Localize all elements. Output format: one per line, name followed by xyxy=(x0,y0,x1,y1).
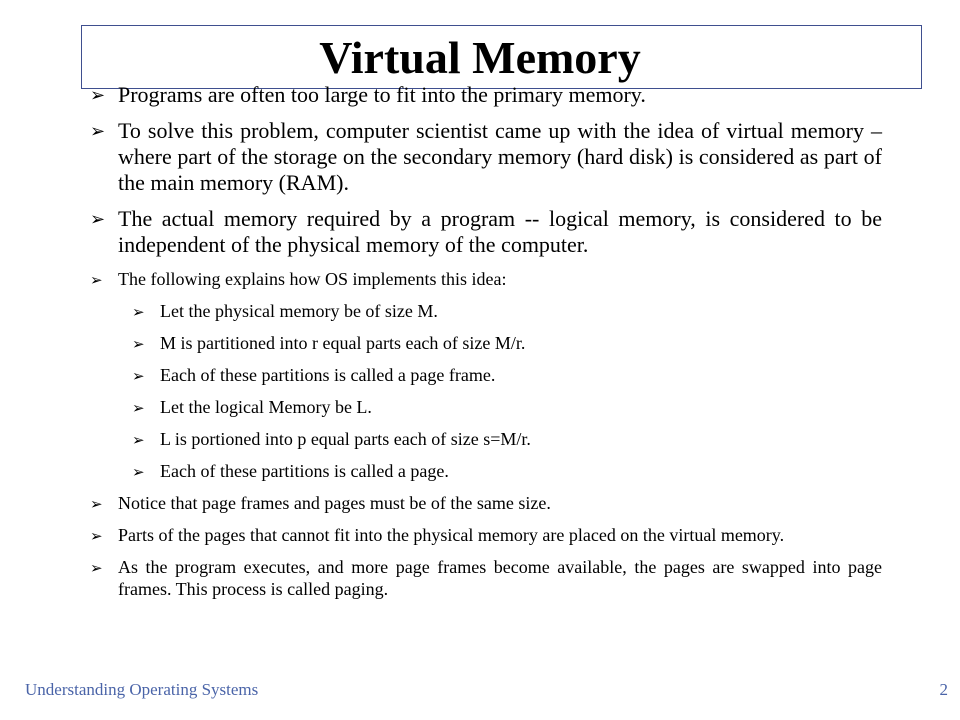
arrow-bullet-icon: ➢ xyxy=(132,431,145,449)
sub-bullet-item xyxy=(90,300,882,322)
arrow-bullet-icon: ➢ xyxy=(132,399,145,417)
bullet-text: Each of these partitions is called a page frame. xyxy=(160,365,496,385)
arrow-bullet-icon: ➢ xyxy=(90,495,103,513)
bullet-text: The following explains how OS implements this idea: xyxy=(118,269,507,289)
sub-bullet-item xyxy=(90,460,882,482)
arrow-bullet-icon: ➢ xyxy=(132,367,145,385)
bullet-item xyxy=(90,82,882,108)
sub-bullet-item xyxy=(90,396,882,418)
bullet-item xyxy=(90,556,882,600)
bullet-item xyxy=(90,118,882,196)
arrow-bullet-icon: ➢ xyxy=(90,85,106,106)
footer-page-number: 2 xyxy=(939,680,948,699)
bullet-text: Notice that page frames and pages must be of the same size. xyxy=(118,493,551,513)
slide-content xyxy=(90,82,882,610)
bullet-text: L is portioned into p equal parts each of size s=M/r. xyxy=(160,429,531,449)
bullet-item xyxy=(90,492,882,514)
sub-bullet-item xyxy=(90,364,882,386)
sub-bullet-item xyxy=(90,428,882,450)
bullet-item xyxy=(90,524,882,546)
arrow-bullet-icon: ➢ xyxy=(90,559,103,577)
arrow-bullet-icon: ➢ xyxy=(132,335,145,353)
bullet-text: The actual memory required by a program -- logical memory, is considered to be independent of the physical memory of the computer. xyxy=(118,206,882,257)
arrow-bullet-icon: ➢ xyxy=(132,463,145,481)
arrow-bullet-icon: ➢ xyxy=(90,209,106,230)
bullet-item xyxy=(90,268,882,290)
bullet-text: Parts of the pages that cannot fit into the physical memory are placed on the virtual memory. xyxy=(118,525,785,545)
slide-title: Virtual Memory xyxy=(319,32,641,83)
arrow-bullet-icon: ➢ xyxy=(90,121,106,142)
footer-course-title: Understanding Operating Systems xyxy=(25,680,259,699)
bullet-text: Programs are often too large to fit into the primary memory. xyxy=(118,82,646,107)
arrow-bullet-icon: ➢ xyxy=(132,303,145,321)
bullet-text: M is partitioned into r equal parts each of size M/r. xyxy=(160,333,526,353)
bullet-text: Each of these partitions is called a page. xyxy=(160,461,449,481)
sub-bullet-item xyxy=(90,332,882,354)
bullet-text: As the program executes, and more page frames become available, the pages are swapped into page frames. This process is called paging. xyxy=(118,557,882,599)
bullet-text: Let the logical Memory be L. xyxy=(160,397,372,417)
bullet-text: To solve this problem, computer scientist came up with the idea of virtual memory – where part of the storage on the secondary memory (hard disk) is considered as part of the main memory (RAM). xyxy=(118,118,882,195)
bullet-text: Let the physical memory be of size M. xyxy=(160,301,438,321)
arrow-bullet-icon: ➢ xyxy=(90,271,103,289)
bullet-item xyxy=(90,206,882,258)
arrow-bullet-icon: ➢ xyxy=(90,527,103,545)
